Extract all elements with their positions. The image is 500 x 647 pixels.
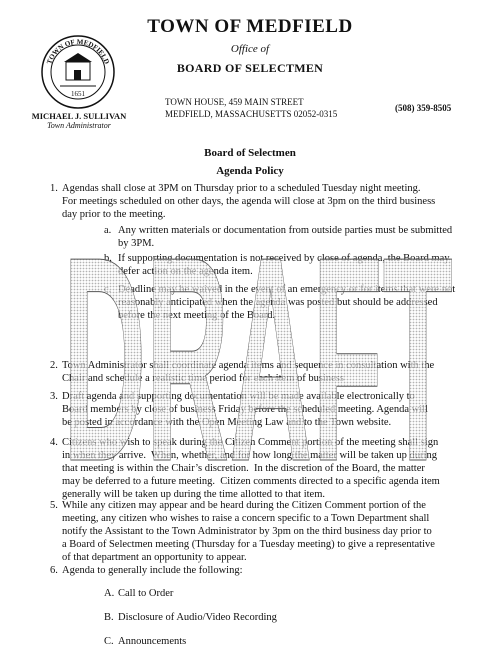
item-line: be posted in accordance with the Open Meeting Law and to the Town website. (62, 417, 392, 428)
item-number: 6. (50, 565, 58, 576)
subitem-line: by 3PM. (118, 238, 155, 249)
item-number: 3. (50, 391, 58, 402)
board-name: BOARD OF SELECTMEN (176, 61, 324, 75)
item-number: 2. (50, 360, 58, 371)
address (165, 96, 355, 120)
item-line: Draft agenda and supporting documentation will be made available electronically to (62, 391, 415, 402)
document-heading: Board of Selectmen (204, 147, 296, 159)
seal-text: TOWN OF MEDFIELD (45, 37, 111, 66)
draft-text: DRAFT (63, 210, 453, 480)
subitem-line: Announcements (118, 636, 187, 647)
phone-number: (508) 359-8505 (395, 103, 452, 113)
subitem-line: If supporting documentation is not received by close of agenda, the Board may (118, 253, 450, 264)
admin-title: Town Administrator (47, 121, 111, 130)
document-title: Agenda Policy (216, 165, 284, 177)
item-line: notify the Assistant to the Town Administrator by 3pm on the third business day prior to (62, 526, 432, 537)
item-line: Agenda to generally include the following: (62, 565, 243, 576)
subitem-letter: a. (104, 225, 112, 236)
item-line: of that department an opportunity to appear. (62, 552, 247, 563)
item-line: day prior to the meeting. (62, 209, 166, 220)
item-line: generally will be taken up during the time allotted to that item. (62, 489, 326, 500)
subitem-line: Call to Order (118, 588, 174, 599)
item-line: Chair and schedule a realistic time period for each item of business (62, 373, 344, 384)
subitem-line: Deadline may be waived in the event of an emergency or for items that were not (118, 284, 456, 295)
item-number: 1. (50, 183, 58, 194)
item-line: meeting, any citizen who wishes to raise a concern specific to a Town Department shall (62, 513, 430, 524)
seal-year: 1651 (71, 90, 85, 98)
item-line: that meeting is within the Chair’s discretion. In the discretion of the Board, the matter (62, 463, 425, 474)
subitem-letter: c. (104, 284, 112, 295)
subitem-line: defer action on the agenda item. (118, 266, 253, 277)
subitem-letter: b. (104, 253, 112, 264)
subitem-letter: B. (104, 612, 114, 623)
item-line: While any citizen may appear and be heard during the Citizen Comment portion of the (62, 500, 426, 511)
subitem-line: before the next meeting of the Board. (118, 310, 276, 321)
subitem-line: reasonably anticipated when the agenda was posted but should be addressed (118, 297, 438, 308)
item-number: 5. (50, 500, 58, 511)
item-line: Citizens who wish to speak during the Citizen Comment portion of the meeting shall sign (62, 437, 439, 448)
address-line-2: MEDFIELD, MASSACHUSETTS 02052-0315 (165, 109, 338, 119)
item-line: Board members by close of business Friday before the scheduled meeting. Agenda will (62, 404, 428, 415)
address-line-1: TOWN HOUSE, 459 MAIN STREET (165, 97, 304, 107)
subitem-line: Any written materials or documentation from outside parties must be submitted (118, 225, 453, 236)
subitem-line: Disclosure of Audio/Video Recording (118, 612, 277, 623)
admin-name: MICHAEL J. SULLIVAN (31, 111, 127, 121)
subitem-letter: C. (104, 636, 114, 647)
item-line: Town Administrator shall coordinate agenda items and sequence in consultation with the (62, 360, 435, 371)
item-line: in when they arrive. When, whether, and for how long the matter will be taken up during (62, 450, 437, 461)
item-line: Agendas shall close at 3PM on Thursday prior to a scheduled Tuesday night meeting. (62, 183, 421, 194)
item-number: 4. (50, 437, 58, 448)
town-name: TOWN OF MEDFIELD (147, 16, 353, 37)
item-line: may be deferred to a future meeting. Citizen comments directed to a specific agenda item (62, 476, 440, 487)
town-seal (40, 34, 116, 110)
item-line: For meetings scheduled on other days, the agenda will close at 3pm on the third business (62, 196, 436, 207)
subitem-letter: A. (104, 588, 115, 599)
office-of: Office of (230, 43, 270, 55)
item-line: a Board of Selectmen meeting (Thursday for a Tuesday meeting) to give a representative (62, 539, 435, 550)
